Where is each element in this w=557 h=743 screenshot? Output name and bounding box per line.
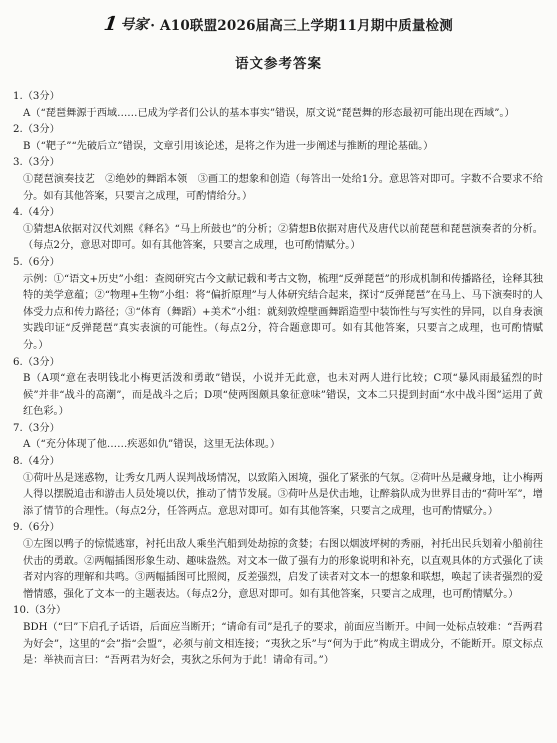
brand-logo-mark: 1 [102, 13, 119, 35]
answer-item [13, 255, 543, 355]
answer-item [13, 421, 543, 454]
answer-text: A（“充分体现了他……疾恶如仇”错误，这里无法体现。） [23, 439, 281, 451]
exam-title: · A10联盟2026届高三上学期11月期中质量检测 [150, 18, 453, 34]
answer-text: ①琵琶演奏技艺 ②绝妙的舞蹈本领 ③画工的想象和创造（每答出一处给1分。意思答对即可。字数不合要求不给分。如有其他答案，只要言之成理，可酌情给分。） [23, 173, 543, 202]
answer-item [13, 603, 543, 669]
page-header [0, 12, 557, 36]
answer-item [13, 89, 543, 122]
question-number: 10.（3分） [13, 605, 67, 617]
answer-item [13, 122, 543, 155]
answer-text: A（“琵琶舞源于西域……已成为学者们公认的基本事实”错误，原文说“琵琶舞的形态最初可能出现在西域”。） [23, 107, 515, 119]
question-number: 3.（3分） [13, 157, 60, 169]
question-number: 4.（4分） [13, 207, 60, 219]
answer-text: ①猜想A依据对汉代刘熙《释名》“马上所鼓也”的分析；②猜想B依据对唐代及唐代以前琵琶和琵琶演奏者的分析。（每点2分，意思对即可。如有其他答案，只要言之成理，也可酌情赋分。） [23, 223, 543, 252]
answer-text: 示例：①“语文+历史”小组：查阅研究古今文献记载和考古文物，梳理“反弹琵琶”的形成机制和传播路径，诠释其独特的美学意蕴；②“物理+生物”小组：将“偏折原理”与人体研究结合起来，探讨“反弹琵琶”在马上、马下演奏时的人体受力点和传力路径；③“体育（舞蹈）+美术”小组：就刻敦煌壁画舞蹈造型中装饰性与写实性的异同，以自身表演实践印证“反弹琵琶”真实表演的可能性。（每点2分，符合题意即可。如有其他答案，只要言之成理，也可酌情赋分。） [23, 273, 543, 351]
question-number: 2.（3分） [13, 124, 60, 136]
document-title: 语文参考答案 [235, 56, 322, 72]
answer-item [13, 520, 543, 603]
answer-item [13, 155, 543, 205]
question-number: 7.（3分） [13, 422, 60, 434]
answer-text: B（A项“意在表明钱北小梅更活泼和勇敢”错误，小说并无此意，也未对两人进行比较；C项“暴风雨最猛烈的时候”并非“战斗的高潮”，而是战斗之后；D项“使两图颇具象征意味”错误，文本二只提到封面“水中战斗图”运用了黄红色彩。） [23, 373, 543, 418]
answer-text: ①荷叶丛是迷惑物，让秀女几两人误判战场情况，以致陷入困境，强化了紧张的气氛。②荷叶丛是藏身地，让小梅两人得以摆脱追击和游击人员处境以伏，推动了情节发展。③荷叶丛是伏击地，让醉翁队成为世界目击的“荷叶军”，增添了情节的合理性。（每点2分，任答两点。意思对即可。如有其他答案，只要言之成理，也可酌情赋分。） [23, 472, 543, 517]
answer-text: B（“靶子”“先破后立”错误，文章引用该论述，是将之作为进一步阐述与推断的理论基础。） [23, 140, 434, 152]
answer-item [13, 454, 543, 520]
question-number: 9.（6分） [13, 522, 60, 534]
answer-text: BDH（“曰”下启孔子话语，后面应当断开；“请命有司”是孔子的要求，前面应当断开。中间一处标点较难：“吾两君为好会”，这里的“会”指“会盟”，必须与前文相连接；“夷狄之乐”与“何为于此”构成主谓成分，不能断开。原文标点是：举袂而言曰：“吾两君为好会，夷狄之乐何为于此！请命有司。”） [23, 622, 543, 667]
question-number: 5.（6分） [13, 256, 60, 268]
question-number: 8.（4分） [13, 456, 60, 468]
answer-item [13, 355, 543, 421]
question-number: 1.（3分） [13, 91, 60, 102]
brand-logo-text: 号家 [120, 17, 149, 33]
answer-list [13, 89, 543, 670]
answer-text: ①左图以鸭子的惊慌逃窜，衬托出敌人乘坐汽船到处劫掠的贪婪；右图以烟波坪树的秀丽，衬托出民兵划着小船前往伏击的勇敢。②两幅插图形象生动、趣味盎然。对文本一做了强有力的形象说明和补充，以直观具体的方式强化了读者对内容的理解和共鸣。③两幅插图可比照阅，反差强烈，启发了读者对文本一的想象和联想，唤起了读者强烈的爱憎情感，强化了文本一的主题表达。（每点2分，意思对即可。如有其他答案，只要言之成理，也可酌情赋分。） [23, 539, 543, 600]
question-number: 6.（3分） [13, 356, 60, 368]
answer-item [13, 205, 543, 255]
